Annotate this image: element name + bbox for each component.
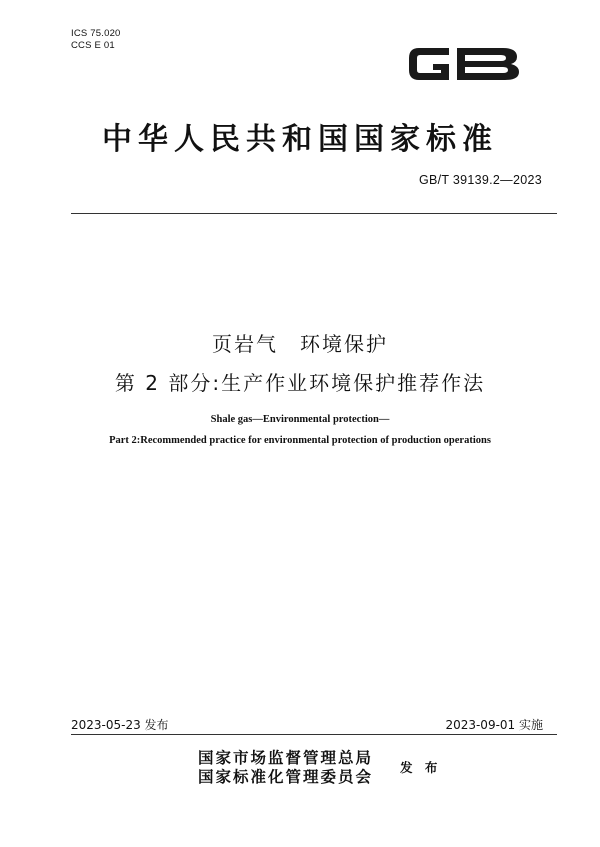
gb-logo-graphic [405, 38, 525, 90]
standard-category-title: 中华人民共和国国家标准 [102, 122, 498, 157]
logo-text: GB [405, 38, 407, 39]
issuer-samr: 国家市场监督管理总局 [198, 748, 374, 767]
gb-logo [405, 38, 525, 90]
en-title-line1: Shale gas—Environmental protection— [210, 414, 390, 425]
issuer-sac: 国家标准化管理委员会 [198, 767, 374, 786]
en-title-line2: Part 2:Recommended practice for environmental protection of production operations [109, 435, 491, 446]
issue-label: 发 布 [400, 760, 442, 775]
ccs-code: CCS E 01 [71, 40, 115, 51]
footer-divider [71, 734, 557, 735]
publish-date: 2023-05-23 发布 [71, 718, 169, 732]
cn-title-line2: 第 2 部分:生产作业环境保护推荐作法 [114, 371, 486, 395]
implement-date: 2023-09-01 实施 [445, 718, 543, 732]
cn-title-line1: 页岩气 环境保护 [212, 332, 388, 356]
ics-code: ICS 75.020 [71, 28, 121, 39]
classification-codes [71, 28, 121, 52]
issuing-organizations [198, 748, 373, 786]
standard-number: GB/T 39139.2—2023 [418, 173, 542, 187]
header-divider [71, 213, 557, 214]
